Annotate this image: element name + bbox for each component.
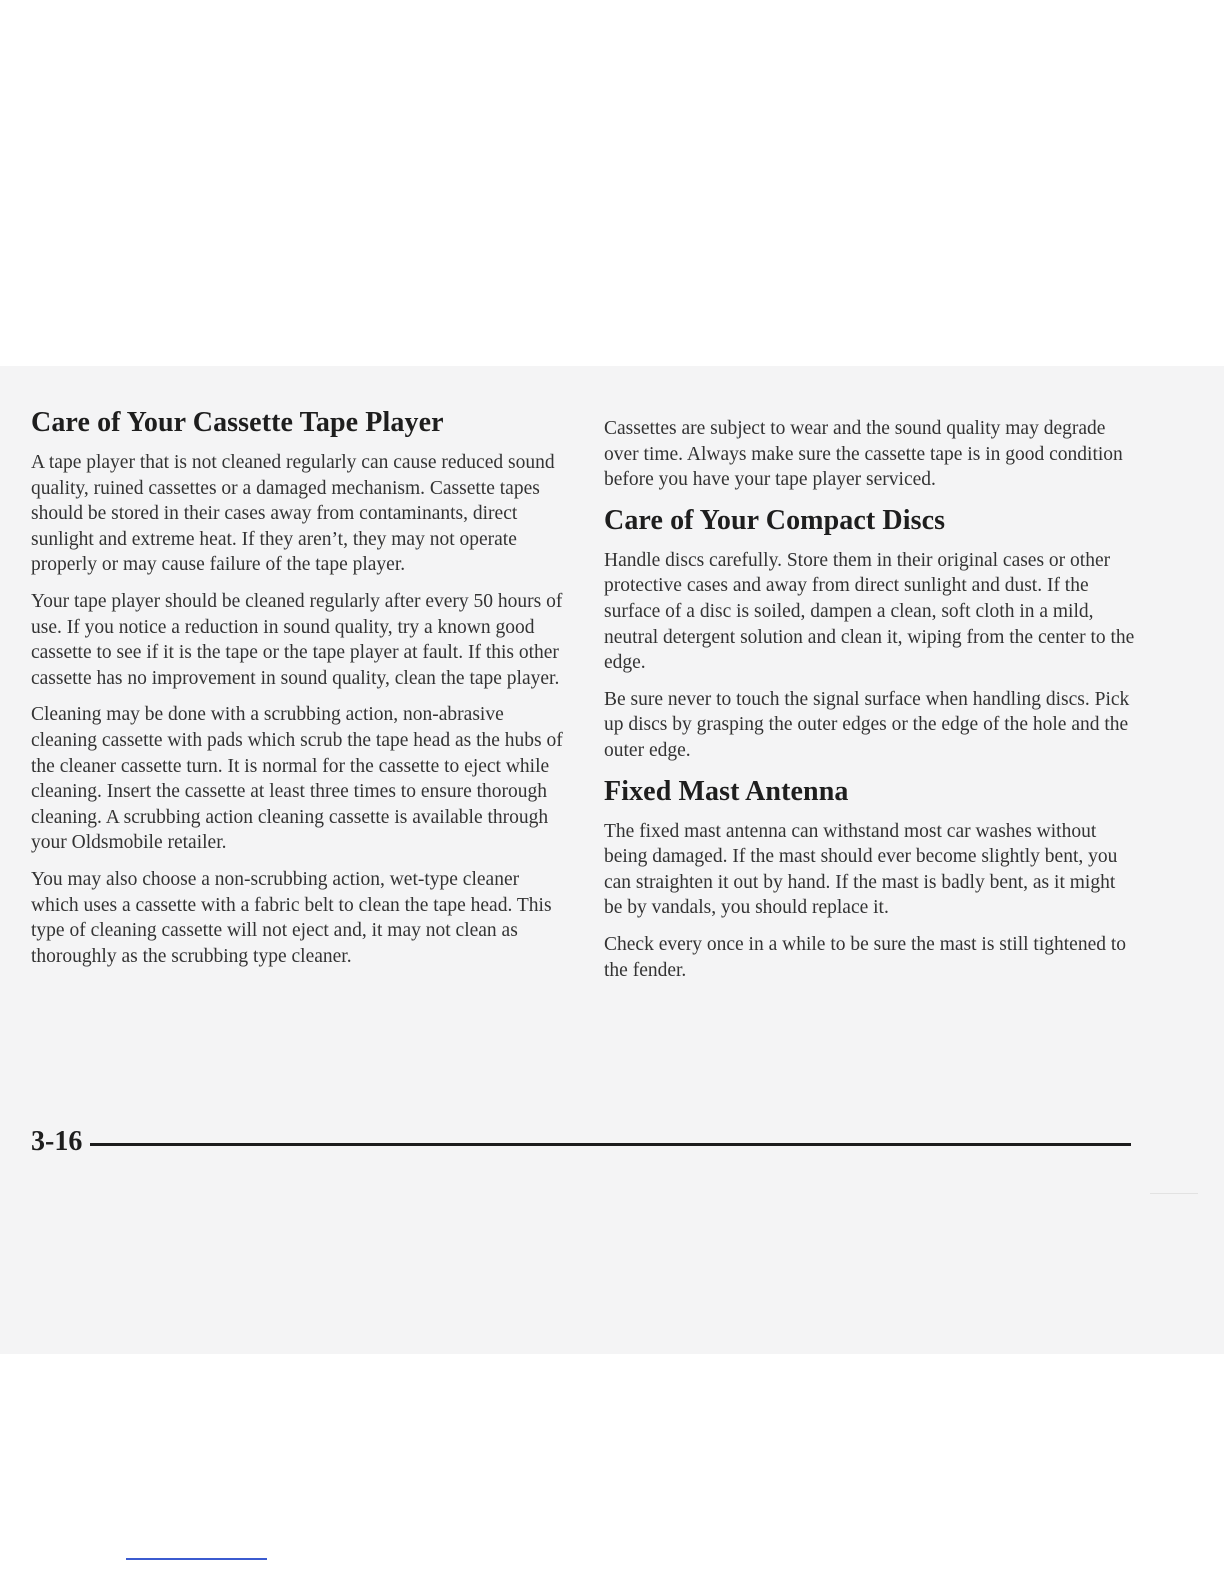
compact-discs-paragraph-1: Handle discs carefully. Store them in their original cases or other protective cases and away from direct sunlight and dust. If the surface of a disc is soiled, dampen a clean, soft cloth in a mild, neutral detergent solution and clean it, wiping from the center to the edge. — [604, 549, 1135, 674]
compact-discs-paragraph-2: Be sure never to touch the signal surface when handling discs. Pick up discs by grasping the outer edges or the edge of the hole and the outer edge. — [604, 688, 1130, 761]
cassette-care-heading: Care of Your Cassette Tape Player — [31, 407, 444, 438]
page-number: 3-16 — [31, 1126, 83, 1157]
antenna-heading: Fixed Mast Antenna — [604, 775, 849, 807]
cassette-care-paragraph-1: A tape player that is not cleaned regularly can cause reduced sound quality, ruined cassettes or a damaged mechanism. Cassette tapes should be stored in their cases away from contaminants, direct sunlight and extreme heat. If they aren’t, they may not operate properly or may cause failure of the tape player. — [31, 452, 555, 576]
cassette-care-paragraph-2: Your tape player should be cleaned regularly after every 50 hours of use. If you notice a reduction in sound quality, try a known good cassette to see if it is the tape or the tape player at fault. If this other cassette has no improvement in sound quality, clean the tape player. — [31, 590, 563, 689]
faint-divider — [1150, 1193, 1198, 1194]
compact-discs-heading: Care of Your Compact Discs — [604, 504, 946, 536]
bottom-link-underline[interactable] — [126, 1558, 267, 1560]
antenna-paragraph-1: The fixed mast antenna can withstand most car washes without being damaged. If the mast should ever become slightly bent, you can straighten it out by hand. If the mast is badly bent, as it might be by vandals, you should replace it. — [604, 820, 1118, 919]
left-column — [31, 406, 563, 980]
cassette-care-paragraph-3: Cleaning may be done with a scrubbing action, non-abrasive cleaning cassette with pads which scrub the tape head as the hubs of the cleaner cassette turn. It is normal for the cassette to eject while cleaning. Insert the cassette at least three times to ensure thorough cleaning. A scrubbing action cleaning cassette is available through your Oldsmobile retailer. — [31, 704, 563, 854]
right-column — [604, 416, 1136, 994]
footer-rule — [90, 1143, 1131, 1146]
cassette-wear-paragraph: Cassettes are subject to wear and the sound quality may degrade over time. Always make sure the cassette tape is in good condition before you have your tape player serviced. — [604, 418, 1123, 491]
cassette-care-paragraph-4: You may also choose a non-scrubbing action, wet-type cleaner which uses a cassette with a fabric belt to clean the tape head. This type of cleaning cassette will not eject and, it may not clean as thoroughly as the scrubbing type cleaner. — [31, 868, 552, 967]
antenna-paragraph-2: Check every once in a while to be sure the mast is still tightened to the fender. — [604, 933, 1127, 981]
